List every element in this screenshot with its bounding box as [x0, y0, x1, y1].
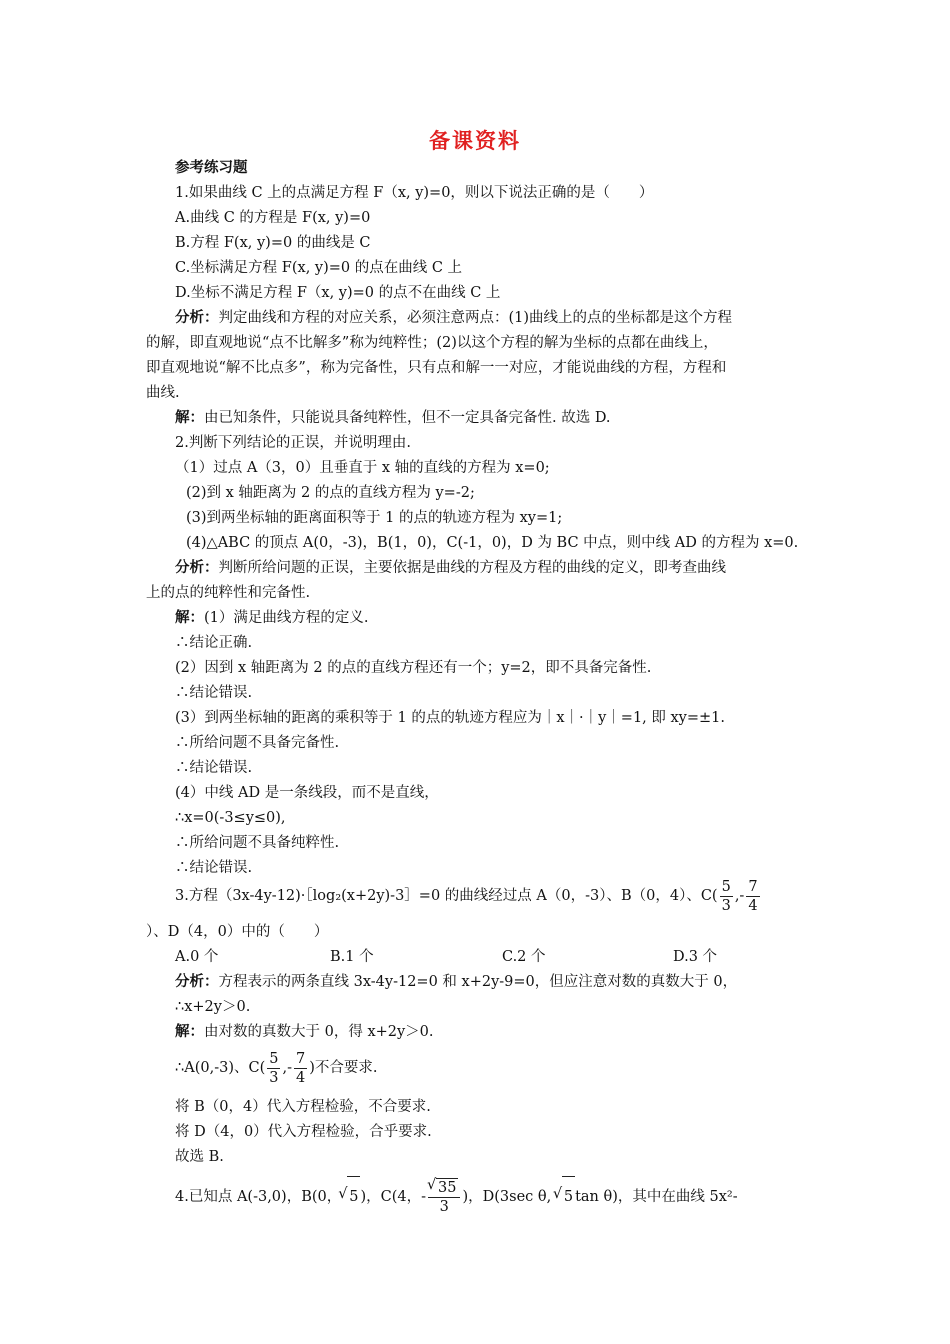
analysis-label: 分析：	[175, 559, 219, 576]
q3-solution-4: 将 D（4，0）代入方程检验，合乎要求.	[175, 1124, 432, 1140]
analysis-label: 分析：	[175, 973, 219, 990]
sqrt-five: √ 5	[562, 1176, 575, 1217]
sqrt-five: √ 5	[347, 1176, 360, 1217]
q3-option-b: B.1 个	[330, 949, 374, 965]
q3-solution-text: 由对数的真数大于 0，得 x+2y＞0.	[204, 1024, 434, 1040]
q2-solution-5: (3）到两坐标轴的距离的乘积等于 1 的点的轨迹方程应为｜x｜·｜y｜=1, 即 xy=±1.	[175, 710, 726, 726]
q2-item-3: (3)到两坐标轴的距离面积等于 1 的点的轨迹方程为 xy=1;	[186, 510, 563, 526]
q1-option-d: D.坐标不满足方程 F（x, y)=0 的点不在曲线 C 上	[175, 285, 501, 301]
fraction-five-thirds: $\frac{5}{3}$	[721, 878, 731, 914]
q3-option-d: D.3 个	[673, 949, 718, 965]
q3-solution-5: 故选 B.	[175, 1149, 224, 1165]
q2-solution-1	[175, 608, 369, 628]
q2-item-2: (2)到 x 轴距离为 2 的点的直线方程为 y=-2;	[186, 485, 475, 501]
q2-analysis-text: 判断所给问题的正误，主要依据是曲线的方程及方程的曲线的定义，即考查曲线	[218, 560, 726, 576]
q4-stem: 4.已知点 A(-3,0)，B(0，√ 5 )，C(4，- √ $\frac{35}{3}$ )，D(3sec θ, √ 5 tan θ)，其中在曲线 5x²-	[175, 1176, 738, 1217]
solution-label: 解：	[175, 609, 204, 626]
fraction-sqrt35-over-3: √ $\frac{35}{3}$	[428, 1178, 460, 1216]
q2-solution-9: ∴x=0(-3≤y≤0),	[175, 810, 286, 826]
q1-solution-text: 由已知条件，只能说具备纯粹性，但不一定具备完备性. 故选 D.	[204, 410, 611, 426]
q2-solution-11: ∴结论错误.	[175, 860, 253, 876]
q2-solution-8: (4）中线 AD 是一条线段，而不是直线，	[175, 785, 439, 801]
q2-solution-7: ∴结论错误.	[175, 760, 253, 776]
q2-solution-3: (2）因到 x 轴距离为 2 的点的直线方程还有一个；y=2，即不具备完备性.	[175, 660, 652, 676]
q1-solution	[175, 408, 611, 428]
q3-stem: 3.方程（3x-4y-12)·［log₂(x+2y)-3］=0 的曲线经过点 A（0，-3）、B（0，4）、C( $\frac{5}{3}$ ,- $\frac{7}{4}$	[175, 878, 758, 914]
q3-solution-1	[175, 1022, 434, 1042]
q1-analysis-line-3: 即直观地说“解不比点多”，称为完备性，只有点和解一一对应，才能说曲线的方程，方程和	[146, 360, 727, 376]
q1-analysis-text: 判定曲线和方程的对应关系，必须注意两点：(1)曲线上的点的坐标都是这个方程	[218, 310, 733, 326]
q1-option-a: A.曲线 C 的方程是 F(x, y)=0	[175, 210, 371, 226]
analysis-label: 分析：	[175, 309, 219, 326]
q3-stem-end: ）、D（4，0）中的（ ）	[146, 924, 329, 940]
q3-option-a: A.0 个	[175, 949, 219, 965]
q2-analysis-line-2: 上的点的纯粹性和完备性.	[146, 585, 311, 601]
q3-option-c: C.2 个	[502, 949, 546, 965]
q3-solution-3: 将 B（0，4）代入方程检验，不合要求.	[175, 1099, 431, 1115]
solution-label: 解：	[175, 1023, 204, 1040]
q1-option-c: C.坐标满足方程 F(x, y)=0 的点在曲线 C 上	[175, 260, 463, 276]
q3-analysis-line-2: ∴x+2y＞0.	[175, 999, 251, 1015]
q2-solution-2: ∴结论正确.	[175, 635, 253, 651]
solution-label: 解：	[175, 409, 204, 426]
q1-stem: 1.如果曲线 C 上的点满足方程 F（x, y)=0，则以下说法正确的是（ ）	[175, 185, 654, 201]
q2-solution-text: (1）满足曲线方程的定义.	[204, 610, 369, 626]
q3-solution-2: ∴A(0,-3)、C( $\frac{5}{3}$ ,- $\frac{7}{4}$ )不合要求.	[175, 1050, 378, 1086]
q3-stem-text: 3.方程（3x-4y-12)·［log₂(x+2y)-3］=0 的曲线经过点 A（0，-3）、B（0，4）、C(	[175, 888, 718, 904]
q2-solution-6: ∴所给问题不具备完备性.	[175, 735, 340, 751]
q3-analysis-line	[175, 972, 737, 992]
q2-solution-4: ∴结论错误.	[175, 685, 253, 701]
fraction-seven-fourths: $\frac{7}{4}$	[295, 1050, 306, 1086]
q1-analysis-line-2: 的解，即直观地说“点不比解多”称为纯粹性；(2)以这个方程的解为坐标的点都在曲线上，	[146, 335, 718, 351]
section-heading: 参考练习题	[175, 159, 248, 176]
fraction-seven-fourths: $\frac{7}{4}$	[748, 878, 758, 914]
q3-analysis-text: 方程表示的两条直线 3x-4y-12=0 和 x+2y-9=0，但应注意对数的真数大于 0，	[218, 974, 738, 990]
q2-solution-10: ∴所给问题不具备纯粹性.	[175, 835, 340, 851]
q1-option-b: B.方程 F(x, y)=0 的曲线是 C	[175, 235, 371, 251]
q1-analysis-line-4: 曲线.	[146, 385, 180, 401]
fraction-five-thirds: $\frac{5}{3}$	[269, 1050, 279, 1086]
q2-analysis-line	[175, 558, 726, 578]
q1-analysis-line	[175, 308, 732, 328]
q2-item-1: （1）过点 A（3，0）且垂直于 x 轴的直线的方程为 x=0;	[175, 460, 550, 476]
page-title: 备课资料	[429, 128, 521, 153]
q2-item-4: (4)△ABC 的顶点 A(0，-3)，B(1，0)，C(-1，0)，D 为 BC 中点，则中线 AD 的方程为 x=0.	[186, 535, 799, 551]
q2-stem: 2.判断下列结论的正误，并说明理由.	[175, 435, 411, 451]
